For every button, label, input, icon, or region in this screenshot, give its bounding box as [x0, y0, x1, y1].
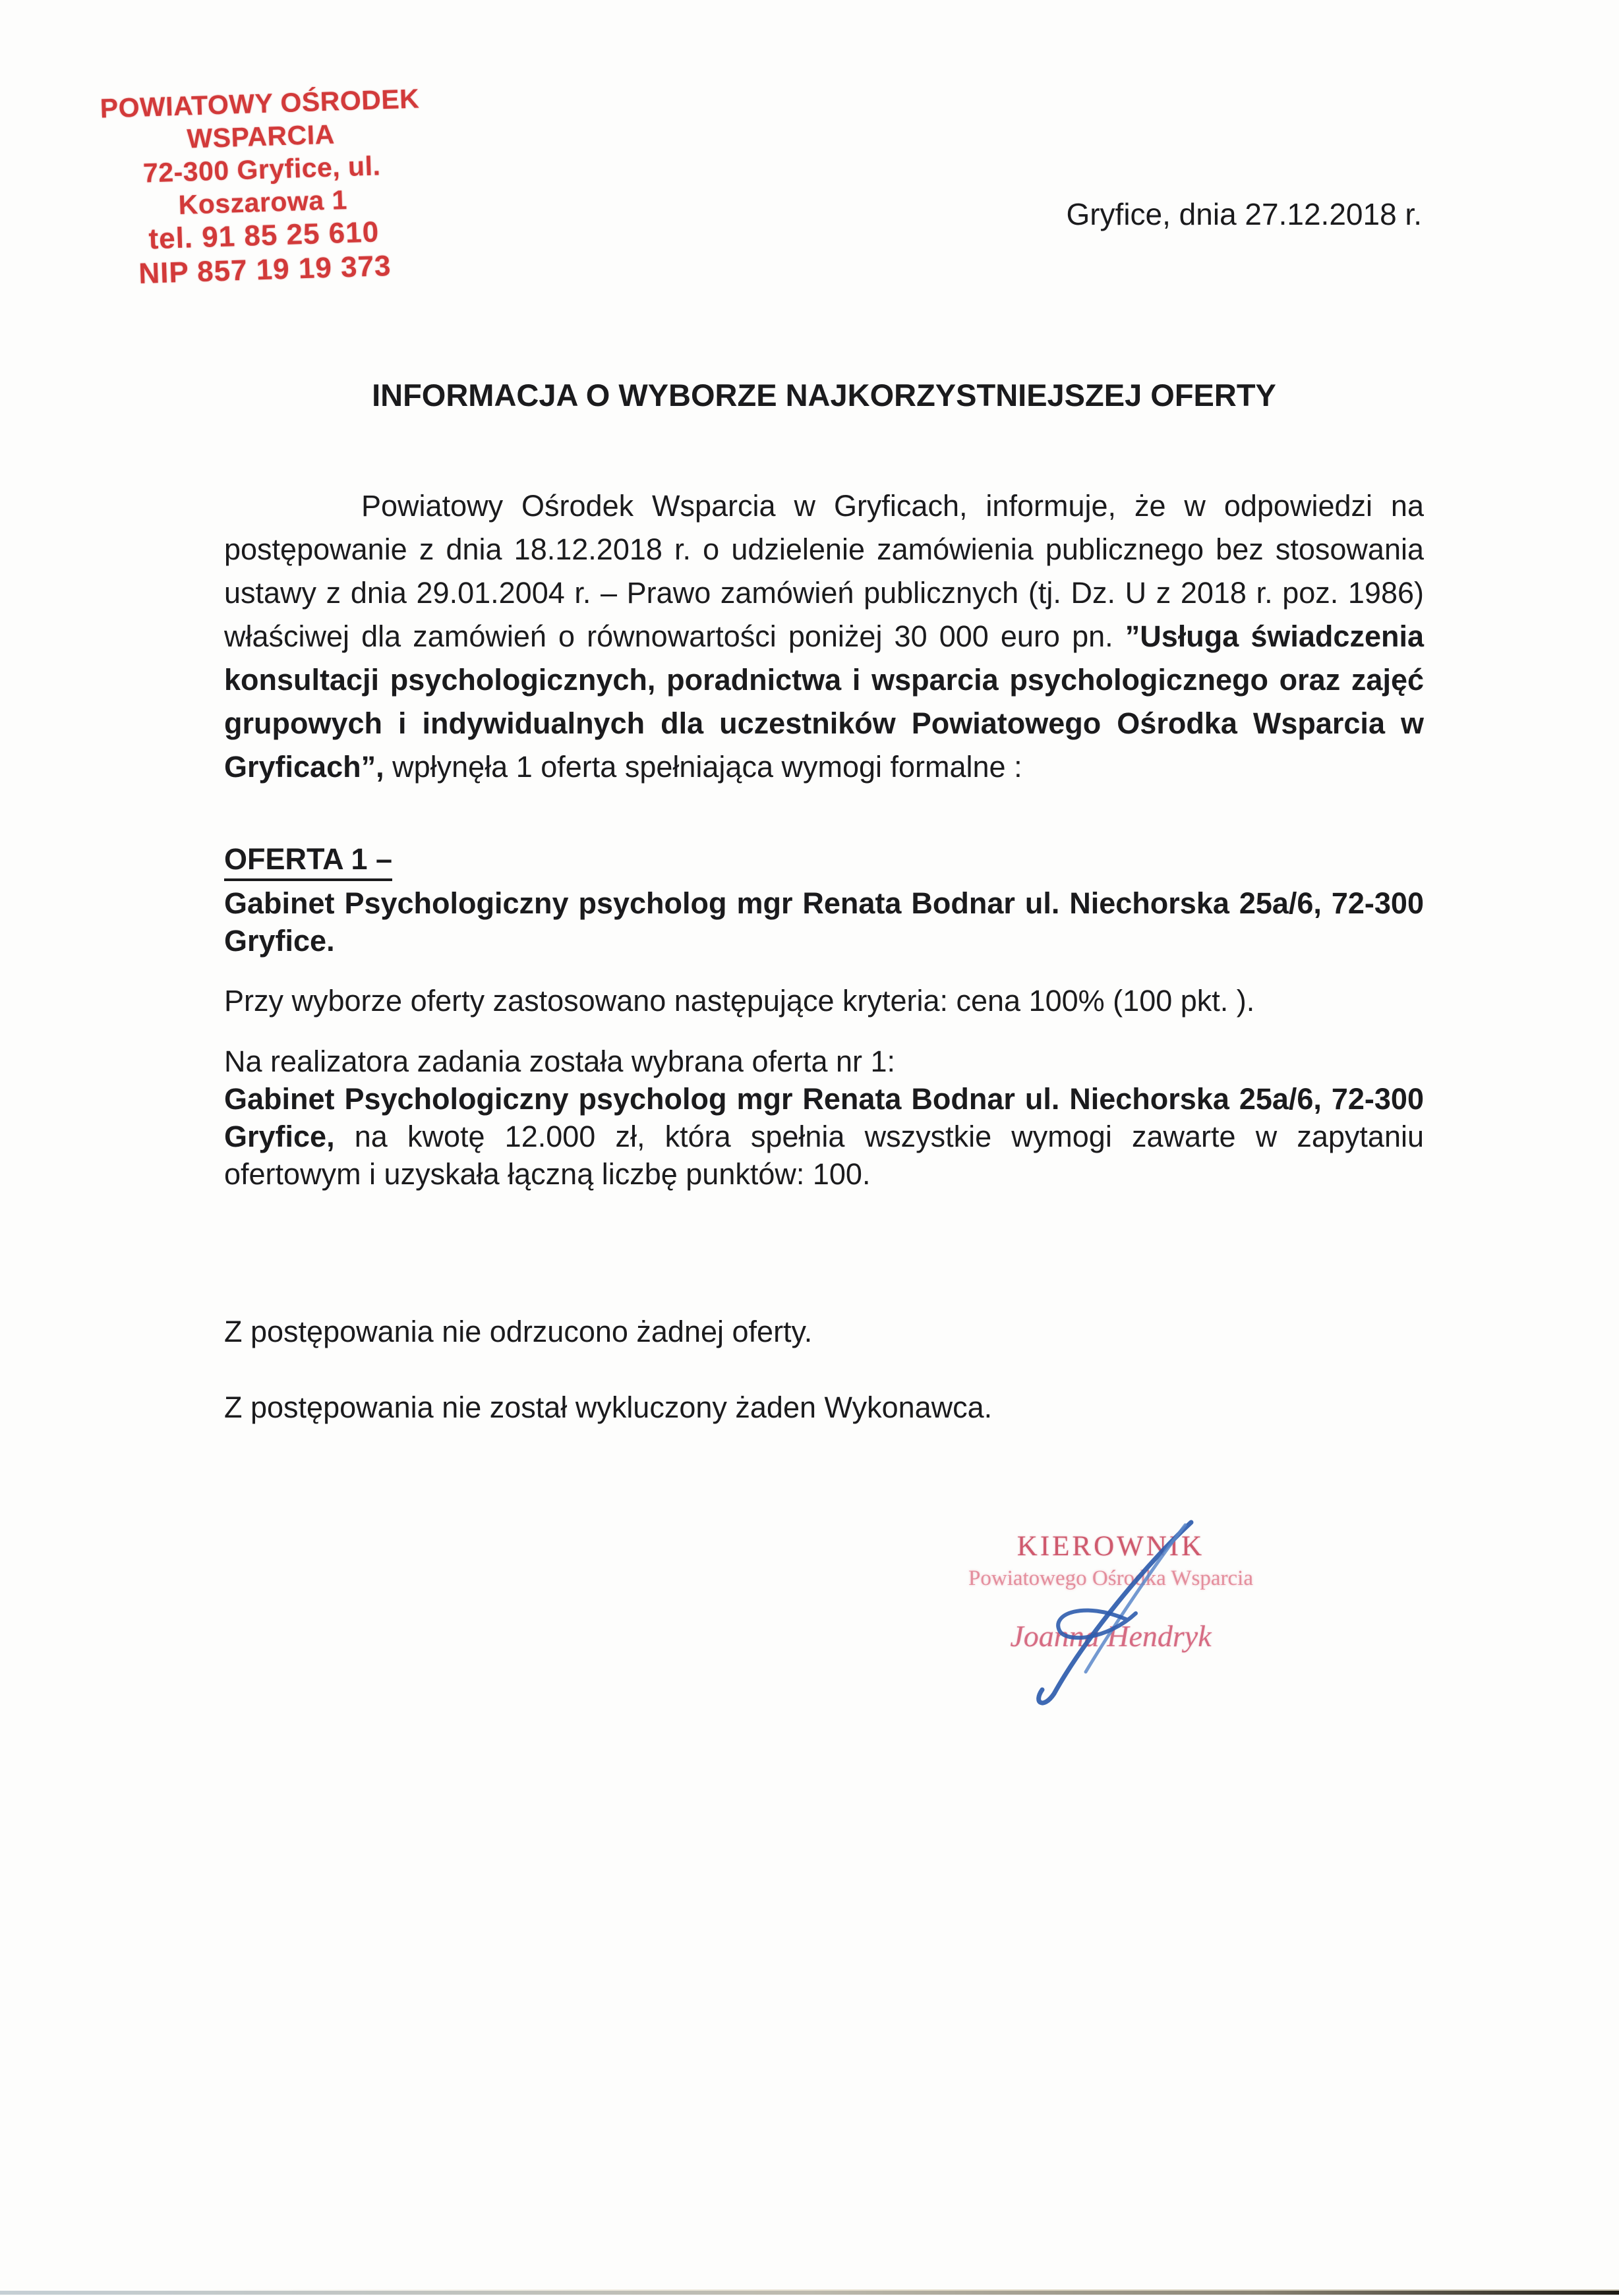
office-stamp	[74, 81, 450, 293]
selection-intro: Na realizatora zadania została wybrana oferta nr 1:	[224, 1045, 896, 1078]
signature-name: Joanna Hendryk	[1010, 1619, 1212, 1653]
office-stamp-phone: tel. 91 85 25 610	[148, 215, 380, 256]
signature-block	[959, 1530, 1262, 1653]
note-no-exclusions: Z postępowania nie został wykluczony żaden Wykonawca.	[224, 1391, 993, 1424]
intro-service-name: ”Usługa świadczenia konsultacji psychologicznych, poradnictwa i wsparcia psychologicznego oraz zajęć grupowych i indywidualnych dla uczestników Powiatowego Ośrodka Wsparcia w Gryficach”,	[224, 619, 1424, 784]
document-title: INFORMACJA O WYBORZE NAJKORZYSTNIEJSZEJ OFERTY	[372, 378, 1276, 413]
offer-heading	[224, 842, 1424, 881]
offer-heading-text: OFERTA 1 –	[224, 842, 392, 881]
selection-paragraph	[224, 1043, 1424, 1193]
offer-body: Gabinet Psychologiczny psycholog mgr Renata Bodnar ul. Niechorska 25a/6, 72-300 Gryfice.	[224, 886, 1424, 958]
criteria-paragraph: Przy wyborze oferty zastosowano następujące kryteria: cena 100% (100 pkt. ).	[224, 984, 1255, 1018]
selection-winner: Gabinet Psychologiczny psycholog mgr Renata Bodnar ul. Niechorska 25a/6, 72-300 Gryfice,	[224, 1082, 1424, 1153]
intro-text-start: Powiatowy Ośrodek Wsparcia w Gryficach, informuje, że w odpowiedzi na postępowanie z dnia 18.12.2018 r. o udzielenie zamówienia publicznego bez stosowania ustawy z dnia 29.01.2004 r. – Prawo zamówień publicznych (tj. Dz. U z 2018 r. poz. 1986) właściwej dla zamówień o równowartości poniżej 30 000 euro pn.	[224, 489, 1424, 653]
scan-edge-artifact	[0, 2291, 1619, 2295]
selection-details: na kwotę 12.000 zł, która spełnia wszystkie wymogi zawarte w zapytaniu ofertowym i uzyskała łączną liczbę punktów: 100.	[224, 1120, 1424, 1191]
date-line: Gryfice, dnia 27.12.2018 r.	[1066, 197, 1422, 231]
note-no-rejections: Z postępowania nie odrzucono żadnej oferty.	[224, 1315, 813, 1348]
office-stamp-address: 72-300 Gryfice, ul. Koszarowa 1	[142, 150, 382, 221]
office-stamp-nip: NIP 857 19 19 373	[138, 249, 392, 290]
signature-organization: Powiatowego Ośrodka Wsparcia	[968, 1566, 1253, 1590]
signature-role: KIEROWNIK	[1016, 1531, 1205, 1562]
office-stamp-name: POWIATOWY OŚRODEK WSPARCIA	[100, 83, 420, 154]
intro-text-end: wpłynęła 1 oferta spełniająca wymogi formalne :	[384, 750, 1022, 784]
intro-paragraph	[224, 484, 1424, 789]
